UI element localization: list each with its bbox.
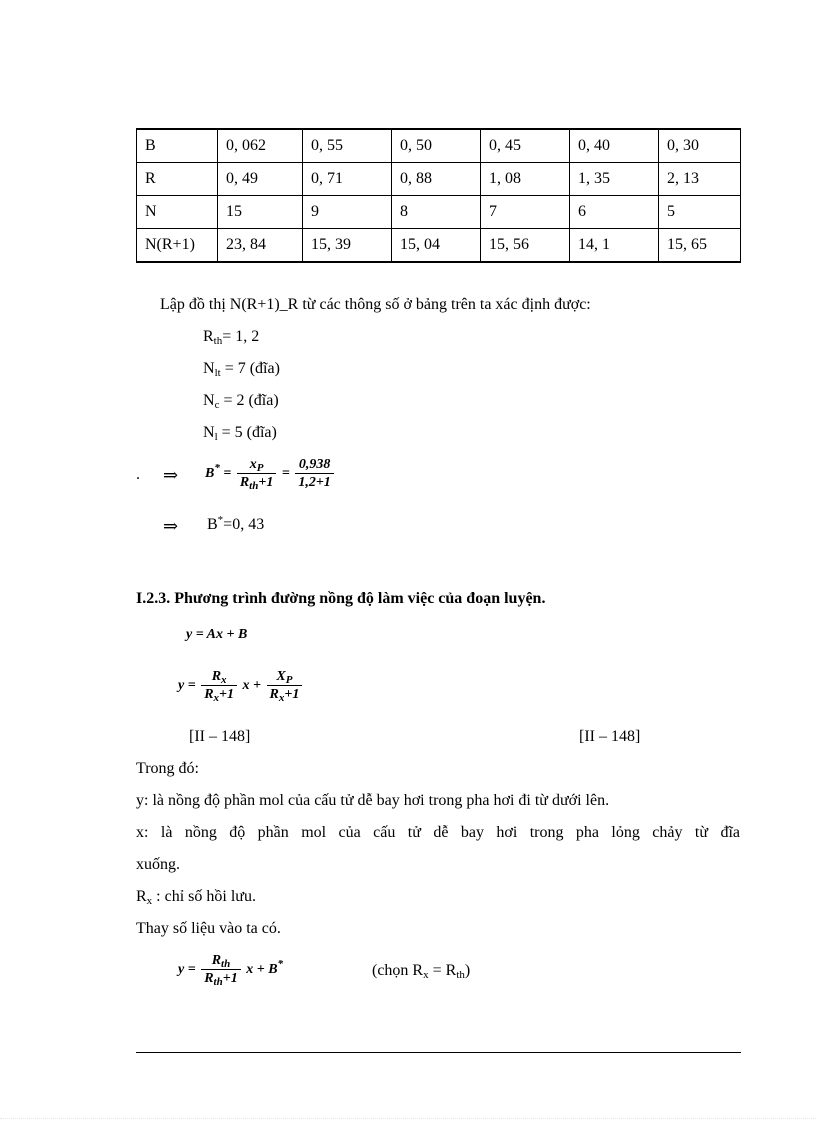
table-cell: 7 xyxy=(481,196,570,229)
table-cell: 23, 84 xyxy=(218,229,303,263)
table-cell: 15, 39 xyxy=(303,229,392,263)
table-row xyxy=(137,229,741,263)
result-nl: $N_l = 5$ (đĩa) xyxy=(203,424,277,443)
table-cell: 0, 71 xyxy=(303,163,392,196)
table-row-header: B xyxy=(137,129,218,163)
table-cell: 15, 56 xyxy=(481,229,570,263)
table-row-header: N(R+1) xyxy=(137,229,218,263)
footer-rule xyxy=(136,1052,741,1053)
table-cell: 15, 65 xyxy=(659,229,741,263)
table-cell: 15 xyxy=(218,196,303,229)
implies-arrow-1: ⇒ xyxy=(163,465,179,485)
table-cell: 6 xyxy=(570,196,659,229)
table-cell: 0, 45 xyxy=(481,129,570,163)
table-row-header: N xyxy=(137,196,218,229)
section-heading: I.2.3. Phương trình đường nồng độ làm việc của đoạn luyện. xyxy=(136,590,546,607)
b-star-result: B*=0, 43 xyxy=(207,514,265,533)
table-row xyxy=(137,129,741,163)
table-cell: 1, 08 xyxy=(481,163,570,196)
eq2-fraction-2: $\frac{X_P}{R_x+1}$ xyxy=(267,668,303,704)
table-cell: 2, 13 xyxy=(659,163,741,196)
eq3-fraction: $\frac{R_{th}}{R_{th}+1}$ xyxy=(201,952,241,988)
table-cell: 0, 49 xyxy=(218,163,303,196)
table-cell: 0, 55 xyxy=(303,129,392,163)
definition-x-line-2: xuống. xyxy=(136,856,180,873)
definition-reflux: $R_x$ : chỉ số hồi lưu. xyxy=(136,888,256,907)
bullet-dot: . xyxy=(136,466,140,483)
implies-arrow-2: ⇒ xyxy=(163,516,179,536)
equation-line-general: y = Ax + B xyxy=(186,627,248,642)
page-bottom-edge xyxy=(0,1118,816,1119)
result-nc: $N_c = 2$ (đĩa) xyxy=(203,392,279,411)
table-cell: 14, 1 xyxy=(570,229,659,263)
table-row xyxy=(137,196,741,229)
where-label: Trong đó: xyxy=(136,760,199,777)
formula-b-star: B* = $\frac{x_P}{R_{th}+1}$ = $\frac{0,938}{1,2+1}$ xyxy=(205,456,336,492)
result-nlt: $N_{lt} = 7$ (đĩa) xyxy=(203,360,280,379)
table-cell: 0, 40 xyxy=(570,129,659,163)
parameter-table-body xyxy=(137,129,741,262)
table-cell: 8 xyxy=(392,196,481,229)
table-cell: 0, 50 xyxy=(392,129,481,163)
reference-right: [II – 148] xyxy=(579,728,641,745)
table-cell: 0, 88 xyxy=(392,163,481,196)
substitute-text: Thay số liệu vào ta có. xyxy=(136,920,281,937)
definition-x-line-1: x: là nồng độ phần mol của cấu tử dễ bay hơi trong pha lỏng chảy từ đĩa xyxy=(136,824,740,841)
result-rth: $R_{th}= 1$, 2 xyxy=(203,328,260,347)
reference-left: [II – 148] xyxy=(189,728,251,745)
choose-note: (chọn $R_x = R_{th}$) xyxy=(372,962,471,981)
equation-substituted: y = $\frac{R_{th}}{R_{th}+1}$ x + B* xyxy=(178,953,284,988)
formula-b-fraction-1: $\frac{x_P}{R_{th}+1}$ xyxy=(237,456,277,492)
eq2-fraction-1: $\frac{R_x}{R_x+1}$ xyxy=(201,668,237,704)
table-cell: 15, 04 xyxy=(392,229,481,263)
intro-text: Lập đồ thị N(R+1)_R từ các thông số ở bảng trên ta xác định được: xyxy=(160,296,591,313)
table-row xyxy=(137,163,741,196)
table-cell: 0, 062 xyxy=(218,129,303,163)
definition-y: y: là nồng độ phần mol của cấu tử dễ bay hơi trong pha hơi đi từ dưới lên. xyxy=(136,792,610,809)
table-cell: 9 xyxy=(303,196,392,229)
table-cell: 5 xyxy=(659,196,741,229)
parameter-table xyxy=(136,128,741,263)
equation-operating-line: y = $\frac{R_x}{R_x+1}$ x + $\frac{X_P}{R_x+1}$ xyxy=(178,668,304,704)
table-cell: 0, 30 xyxy=(659,129,741,163)
formula-b-fraction-2: $\frac{0,938}{1,2+1}$ xyxy=(295,456,333,492)
table-cell: 1, 35 xyxy=(570,163,659,196)
table-row-header: R xyxy=(137,163,218,196)
